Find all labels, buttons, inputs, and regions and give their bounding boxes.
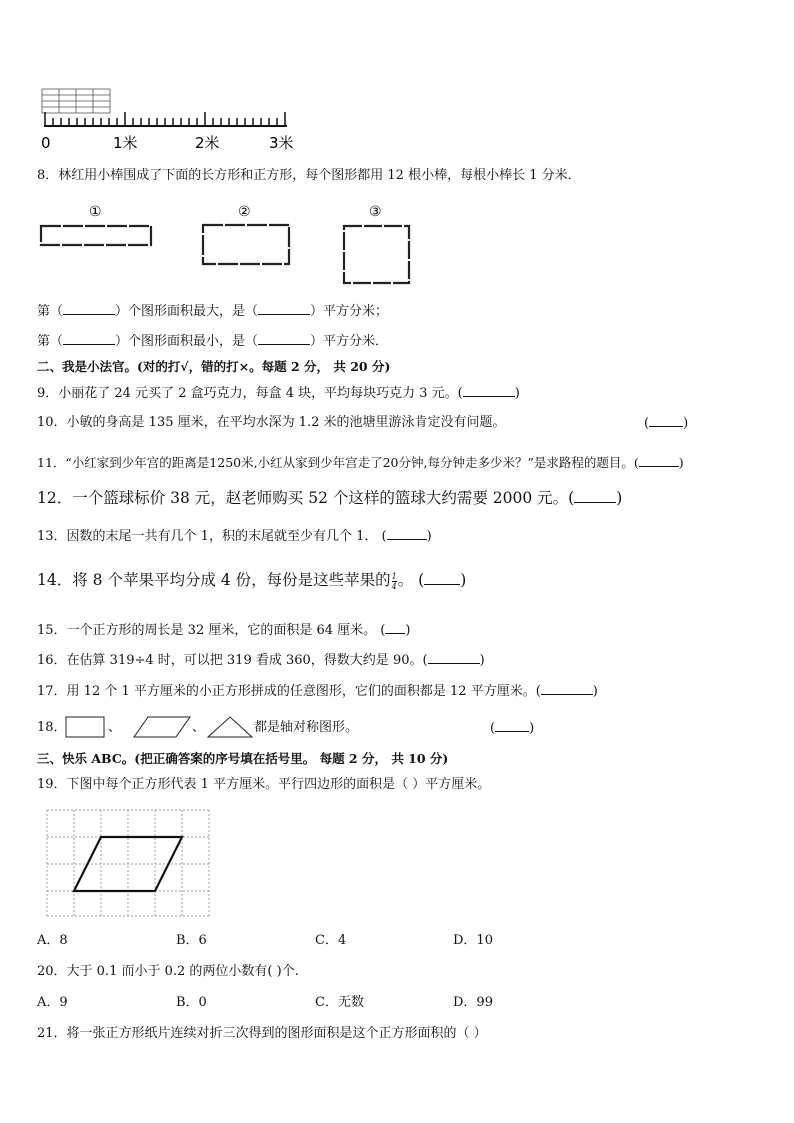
ruler-label-1: 1米 <box>113 134 138 152</box>
question-20: 20．大于 0.1 而小于 0.2 的两位小数有( )个. <box>37 964 299 979</box>
question-8-line-2: 第（ ）个图形面积最小，是（ ）平方分米． <box>37 334 389 349</box>
question-8-text: 8．林红用小棒围成了下面的长方形和正方形，每个图形都用 12 根小棒，每根小棒长 1 分米． <box>37 168 581 183</box>
q20-option-c[interactable]: C．无数 <box>315 995 364 1010</box>
shape-1-rectangle <box>41 226 151 245</box>
question-15: 15．一个正方形的周长是 32 厘米，它的面积是 64 厘米。 ( ) <box>37 623 411 638</box>
ruler-ticks <box>45 112 285 126</box>
q18-separator-1: 、 <box>108 720 122 735</box>
q19-option-a[interactable]: A．8 <box>37 933 68 948</box>
q18-shapes <box>64 714 254 740</box>
shape-1-label: ① <box>89 204 102 220</box>
question-21: 21．将一张正方形纸片连续对折三次得到的图形面积是这个正方形面积的（ ） <box>37 1026 487 1041</box>
question-11: 11．“小红家到少年宫的距离是1250米,小红从家到少年宫走了20分钟,每分钟走多少米？”是求路程的题目。( ) <box>37 455 684 470</box>
question-9: 9．小丽花了 24 元买了 2 盒巧克力，每盒 4 块，平均每块巧克力 3 元。( ) <box>37 386 520 401</box>
question-18-answer: ( ) <box>490 721 535 736</box>
ruler-grid-block <box>42 89 110 113</box>
answer-blank[interactable] <box>258 332 310 345</box>
q19-option-b[interactable]: B．6 <box>176 933 207 948</box>
question-19: 19．下图中每个正方形代表 1 平方厘米。平行四边形的面积是（ ）平方厘米。 <box>37 777 491 792</box>
rectangle-shape <box>66 717 104 737</box>
answer-blank[interactable] <box>428 651 480 664</box>
question-8-line-1: 第（ ）个图形面积最大，是（ ）平方分米； <box>37 304 389 319</box>
question-10: 10．小敏的身高是 135 厘米，在平均水深为 1.2 米的池塘里游泳肯定没有问题。 <box>37 415 506 430</box>
q20-option-d[interactable]: D．99 <box>453 995 493 1010</box>
parallelogram-shape <box>134 717 190 737</box>
grid-lines <box>47 810 209 916</box>
q18-separator-2: 、 <box>192 720 206 735</box>
answer-blank[interactable] <box>424 572 460 585</box>
shape-3-label: ③ <box>369 204 382 220</box>
answer-blank[interactable] <box>63 332 115 345</box>
q19-option-c[interactable]: C．4 <box>315 933 347 948</box>
answer-blank[interactable] <box>639 454 679 467</box>
answer-blank[interactable] <box>385 621 405 634</box>
question-10-answer: ( ) <box>644 416 689 431</box>
shape-2-rectangle <box>203 225 289 264</box>
fraction-one-quarter: $\frac{1}{4}$ <box>391 571 397 591</box>
shape-3-square <box>344 226 409 283</box>
triangle-shape <box>208 717 252 737</box>
answer-blank[interactable] <box>541 682 593 695</box>
question-17: 17．用 12 个 1 平方厘米的小正方形拼成的任意图形，它们的面积都是 12 平方厘米。( ) <box>37 684 598 699</box>
answer-blank[interactable] <box>258 302 310 315</box>
section-2-heading: 二、我是小法官。(对的打√，错的打×。每题 2 分， 共 20 分) <box>37 359 391 374</box>
ruler-label-0: 0 <box>41 134 51 152</box>
answer-blank[interactable] <box>63 302 115 315</box>
q19-option-d[interactable]: D．10 <box>453 933 493 948</box>
answer-blank[interactable] <box>387 527 427 540</box>
q18-suffix: 都是轴对称图形。 <box>254 720 359 735</box>
shape-2-label: ② <box>238 204 251 220</box>
question-14: 14．将 8 个苹果平均分成 4 份，每份是这些苹果的 $\frac{1}{4}$ 。 ( ) <box>37 571 467 591</box>
question-18: 18． <box>37 720 67 735</box>
question-12: 12．一个篮球标价 38 元，赵老师购买 52 个这样的篮球大约需要 2000 元。( ) <box>37 489 623 507</box>
section-3-heading: 三、快乐 ABC。(把正确答案的序号填在括号里。 每题 2 分， 共 10 分) <box>37 751 449 766</box>
answer-blank[interactable] <box>649 414 683 427</box>
q20-option-b[interactable]: B．0 <box>176 995 207 1010</box>
ruler-label-2: 2米 <box>195 134 220 152</box>
answer-blank[interactable] <box>495 719 529 732</box>
question-13: 13．因数的末尾一共有几个 1，积的末尾就至少有几个 1． ( ) <box>37 529 432 544</box>
ruler-figure <box>36 86 306 156</box>
q20-option-a[interactable]: A．9 <box>37 995 68 1010</box>
answer-blank[interactable] <box>574 490 616 503</box>
ruler-label-3: 3米 <box>269 134 294 152</box>
answer-blank[interactable] <box>463 384 515 397</box>
q19-grid-parallelogram <box>44 806 212 920</box>
q8-shapes-figure <box>36 198 426 290</box>
question-16: 16．在估算 319÷4 时，可以把 319 看成 360，得数大约是 90。( ) <box>37 653 485 668</box>
